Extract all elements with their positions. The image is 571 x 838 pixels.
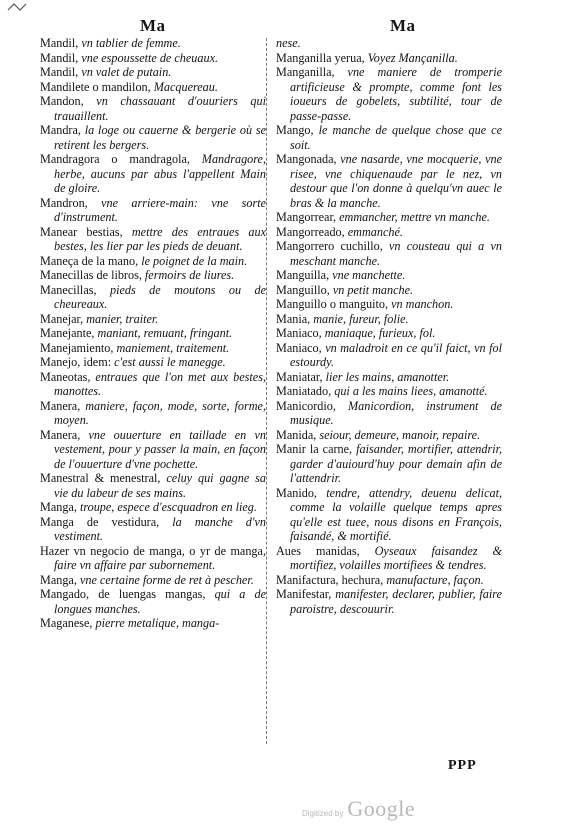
dictionary-entry [40,500,266,515]
dictionary-entry [276,486,502,544]
entry-definition: lier les mains, amanotter. [325,369,450,384]
page-header-left: Ma [140,16,166,35]
entry-term: Manejamiento, [40,340,114,355]
entry-term: Maniaco, [276,340,322,355]
entry-term: Aues manidas, [276,543,360,558]
dictionary-entry [276,573,502,588]
entry-term: Mandil, [40,50,79,65]
dictionary-entry [276,544,502,573]
right-column [276,36,502,616]
dictionary-entry [40,254,266,269]
dictionary-entry [40,616,266,631]
entry-definition: mettre des entraues aux bestes, les lier par les pieds de deuant. [54,224,267,253]
entry-definition: emmanché. [347,224,403,239]
entry-term: Mandil, [40,65,79,79]
entry-term: Mandra, [40,123,81,137]
dictionary-entry [276,587,502,616]
dictionary-entry [40,65,266,80]
dictionary-entry [40,544,266,573]
entry-definition: tendre, attendry, deuenu delicat, comme la volaille quelque temps apres qu'elle est tuee, nous disons en François, faisandé, & mortifié. [290,485,503,543]
entry-term: Mandragora o mandragola, [40,152,190,166]
dictionary-entry [276,283,502,298]
entry-definition: entraues que l'on met aux bestes, manottes. [54,369,266,398]
dictionary-entry [40,283,266,312]
dictionary-entry [40,370,266,399]
entry-term: Manejar, [40,311,84,326]
entry-definition: c'est aussi le manegge. [114,355,226,369]
entry-definition: emmancher, mettre vn manche. [339,210,490,224]
entry-definition: vn manchon. [391,297,454,311]
dictionary-entry [40,355,266,370]
dictionary-entry [276,428,502,443]
entry-definition: celuy qui gagne sa vie du labeur de ses mains. [54,471,267,500]
entry-term: Manguillo, [276,282,330,297]
page-header-right: Ma [390,16,416,35]
entry-definition: qui a de longues manches. [54,587,266,616]
entry-definition: Macquereau. [153,79,218,94]
dictionary-entry [276,312,502,327]
entry-definition: la manche d'vn vestiment. [54,514,266,543]
entry-term: Manicordio, [276,398,336,413]
dictionary-entry [40,152,266,196]
dictionary-entry [40,80,266,95]
entry-term: Manga, [40,500,77,514]
entry-definition: vne espoussette de cheuaux. [81,50,219,65]
dictionary-entry [276,326,502,341]
entry-term: Manera, [40,398,81,413]
entry-term: Manejo, idem: [40,355,112,369]
entry-definition: maniant, remuant, fringant. [97,326,233,340]
entry-definition: vn tablier de femme. [81,36,181,50]
entry-term: Mango, [276,123,314,137]
entry-definition: vn chassauant d'ouuriers qui trauaillent. [54,94,267,123]
entry-definition: le manche de quelque chose que ce soit. [290,123,503,152]
entry-term: Maneça de la mano, [40,253,139,268]
dictionary-entry [40,573,266,588]
entry-definition: maniere, façon, mode, sorte, forme, moyen. [54,398,266,427]
entry-definition: faisander, mortifier, attendrir, garder d'auiourd'huy pour demain afin de l'attendrir. [290,442,503,485]
dictionary-entry [40,428,266,472]
entry-definition: vne ouuerture en taillade en vn vestement, pour y passer la main, en façon de l'ouuerture d'vne pochette. [54,427,266,471]
entry-term: Mangado, de luengas mangas, [40,587,206,601]
entry-term: Manir la carne, [276,442,353,456]
dictionary-entry [276,210,502,225]
entry-term: Manejante, [40,326,95,340]
entry-definition: vn valet de putain. [81,65,172,79]
entry-term: Mandil, [40,36,79,50]
dictionary-entry [40,268,266,283]
entry-term: Manecillas de libros, [40,268,142,282]
entry-term: Maniaco, [276,326,322,340]
dictionary-entry [276,51,502,66]
dictionary-entry [276,152,502,210]
dictionary-entry [276,65,502,123]
entry-term: Mangorrero cuchillo, [276,239,383,253]
dictionary-entry [40,123,266,152]
entry-definition: qui a les mains liees, amanotté. [334,384,488,398]
dictionary-entry [276,239,502,268]
entry-definition: Voyez Mançanilla. [367,50,458,65]
entry-term: Manida, [276,427,317,442]
entry-definition: Mandragore, herbe, aucuns par abus l'appellent Main de gloire. [54,152,267,195]
dictionary-entry [276,225,502,240]
dictionary-entry [40,515,266,544]
dictionary-entry [40,225,266,254]
entry-definition: vne arriere-main: vne sorte d'instrument. [54,195,266,224]
entry-definition: le poignet de la main. [141,253,248,268]
entry-definition: nese. [276,36,301,50]
entry-term: Mangorreado, [276,224,345,239]
entry-definition: manufacture, façon. [386,572,484,587]
entry-term: Maneotas, [40,369,91,384]
entry-term: Mangorrear, [276,210,337,224]
entry-term: Mandon, [40,94,84,108]
entry-term: Maniatado, [276,384,332,398]
entry-term: Manera, [40,427,81,442]
dictionary-entry [40,36,266,51]
entry-definition: vn cousteau qui a vn meschant manche. [290,239,503,268]
dictionary-entry [40,312,266,327]
entry-term: Maniatar, [276,369,323,384]
dictionary-entry [276,442,502,486]
entry-term: Manecillas, [40,282,97,297]
entry-term: Manganilla yerua, [276,50,365,65]
entry-term: Mangonada, [276,152,337,166]
dictionary-entry [40,196,266,225]
entry-term: Hazer vn negocio de manga, o yr de manga, [40,543,266,558]
entry-definition: manie, fureur, folie. [313,311,409,326]
entry-term: Manido, [276,485,317,500]
entry-definition: pieds de moutons ou de cheureaux. [54,282,266,311]
entry-definition: seiour, demeure, manoir, repaire. [319,427,481,442]
entry-definition: manier, traiter. [86,311,159,326]
entry-definition: vne manchette. [332,268,406,282]
watermark-small-text: Digitized by [302,809,344,818]
dictionary-entry [40,471,266,500]
dictionary-entry [276,341,502,370]
dictionary-entry [276,123,502,152]
entry-term: Manifestar, [276,587,332,601]
entry-term: Manga, [40,572,77,587]
dictionary-entry [40,51,266,66]
left-column [40,36,266,631]
column-divider [266,38,267,744]
entry-term: Manguillo o manguito, [276,297,389,311]
entry-definition: faire vn affaire par subornement. [54,558,216,572]
entry-term: Manifactura, hechura, [276,572,384,587]
dictionary-entry [276,268,502,283]
dictionary-entry [276,36,502,51]
entry-definition: vne nasarde, vne mocquerie, vne risee, vne chiquenaude par le nez, vn destour que l'on donne à quelqu'vn auec le bras & la manche. [290,152,503,210]
entry-term: Manestral & menestral, [40,471,161,485]
entry-definition: maniaque, furieux, fol. [324,326,436,340]
entry-term: Maganese, [40,616,93,630]
entry-definition: manifester, declarer, publier, faire paroistre, descouurir. [290,587,502,616]
entry-term: Mania, [276,311,311,326]
entry-term: Manear bestias, [40,224,123,239]
dictionary-entry [40,341,266,356]
entry-definition: la loge ou cauerne & bergerie où se retirent les bergers. [54,123,266,152]
entry-definition: vn maladroit en ce qu'il faict, vn fol estourdy. [290,340,503,369]
entry-term: Mandilete o mandilon, [40,79,151,94]
dictionary-entry [276,297,502,312]
entry-definition: vne certaine forme de ret à pescher. [79,572,254,587]
page-corner-mark [6,2,28,12]
entry-definition: maniement, traitement. [116,340,230,355]
dictionary-entry [40,399,266,428]
dictionary-entry [276,399,502,428]
entry-definition: pierre metalique, manga- [95,616,220,630]
dictionary-entry [40,326,266,341]
signature-mark: PPP [448,758,477,773]
entry-term: Manganilla, [276,65,335,79]
entry-definition: Manicordion, instrument de musique. [290,398,503,427]
entry-definition: Oyseaux faisandez & mortifiez, volailles mortifiees & tendres. [290,543,503,572]
dictionary-entry [40,587,266,616]
entry-definition: troupe, espece d'escquadron en lieg. [79,500,257,514]
entry-definition: fermoirs de liures. [144,268,235,282]
dictionary-entry [276,384,502,399]
entry-definition: vne maniere de tromperie artificieuse & prompte, comme font les ioueurs de gobelets, subtilité, tour de passe-passe. [290,65,503,123]
entry-term: Manguilla, [276,268,330,282]
entry-term: Mandron, [40,195,88,210]
entry-term: Manga de vestidura, [40,514,160,529]
google-watermark [302,796,415,822]
entry-definition: vn petit manche. [332,282,414,297]
google-logo: Google [347,796,416,821]
dictionary-entry [276,370,502,385]
dictionary-entry [40,94,266,123]
